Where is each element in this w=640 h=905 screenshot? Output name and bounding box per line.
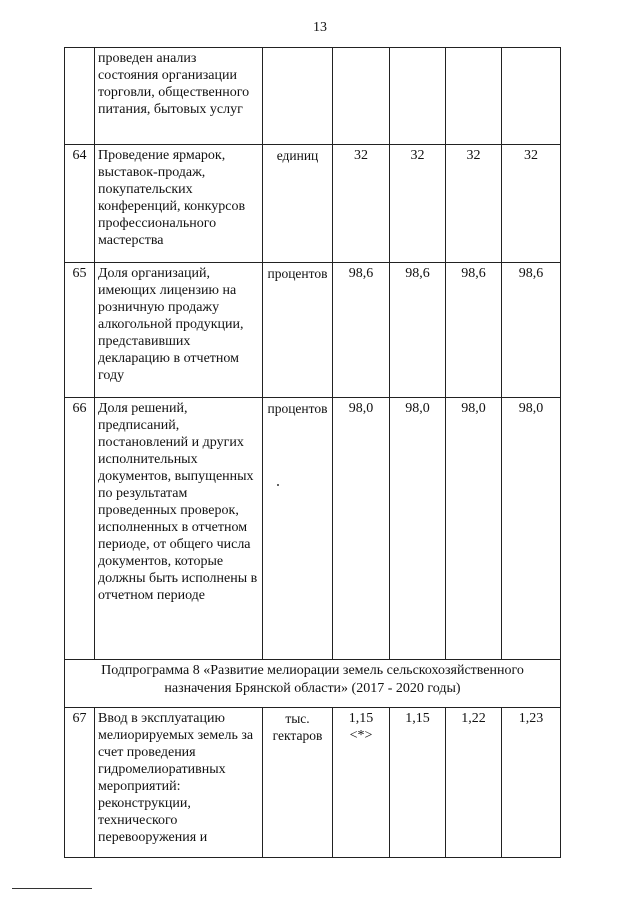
unit-cell: единиц <box>263 145 333 263</box>
unit-cell <box>263 398 333 660</box>
value-2020: 1,23 <box>502 708 561 858</box>
footnote-marker: <*> <box>349 728 373 743</box>
table-row <box>65 145 561 263</box>
value-2017: 32 <box>333 145 390 263</box>
unit-cell: тыс. гектаров <box>263 708 333 858</box>
indicator-name: Доля организаций, имеющих лицензию на розничную продажу алкогольной продукции, представивших декларацию в отчетном году <box>95 263 263 398</box>
row-number: 67 <box>65 708 95 858</box>
table-row <box>65 263 561 398</box>
table-row <box>65 398 561 660</box>
value-2019: 98,0 <box>446 398 502 660</box>
value-2018 <box>390 48 446 145</box>
value-2017-number: 1,15 <box>348 711 374 726</box>
footnote-divider <box>12 888 92 889</box>
value-2019: 32 <box>446 145 502 263</box>
value-2019: 1,22 <box>446 708 502 858</box>
unit-cell <box>263 48 333 145</box>
row-number: 66 <box>65 398 95 660</box>
value-2017 <box>333 48 390 145</box>
scan-speck <box>277 484 279 486</box>
value-2020: 32 <box>502 145 561 263</box>
value-2019: 98,6 <box>446 263 502 398</box>
table-row <box>65 48 561 145</box>
value-2020: 98,0 <box>502 398 561 660</box>
page-number: 13 <box>313 20 327 35</box>
indicators-table <box>64 47 561 858</box>
indicator-name: проведен анализ состояния организации торговли, общественного питания, бытовых услуг <box>95 48 263 145</box>
row-number: 65 <box>65 263 95 398</box>
indicator-name: Доля решений, предписаний, постановлений и других исполнительных документов, выпущенных по результатам проведенных проверок, исполненных в отчетном периоде, от общего числа документов, которые должны быть исполнены в отчетном периоде <box>95 398 263 660</box>
value-2018: 1,15 <box>390 708 446 858</box>
indicator-name: Проведение ярмарок, выставок-продаж, покупательских конференций, конкурсов профессионального мастерства <box>95 145 263 263</box>
unit-text: процентов <box>267 401 328 416</box>
value-2017 <box>333 708 390 858</box>
value-2017: 98,0 <box>333 398 390 660</box>
subprogram-heading: Подпрограмма 8 «Развитие мелиорации земель сельскохозяйственного назначения Брянской области» (2017 - 2020 годы) <box>65 660 561 708</box>
unit-cell: процентов <box>263 263 333 398</box>
value-2019 <box>446 48 502 145</box>
value-2018: 98,6 <box>390 263 446 398</box>
subprogram-row <box>65 660 561 708</box>
row-number: 64 <box>65 145 95 263</box>
indicator-name: Ввод в эксплуатацию мелиорируемых земель за счет проведения гидромелиоративных мероприятий: реконструкции, технического перевооружения и <box>95 708 263 858</box>
value-2020: 98,6 <box>502 263 561 398</box>
value-2020 <box>502 48 561 145</box>
value-2017: 98,6 <box>333 263 390 398</box>
value-2018: 32 <box>390 145 446 263</box>
value-2018: 98,0 <box>390 398 446 660</box>
table-row <box>65 708 561 858</box>
row-number <box>65 48 95 145</box>
